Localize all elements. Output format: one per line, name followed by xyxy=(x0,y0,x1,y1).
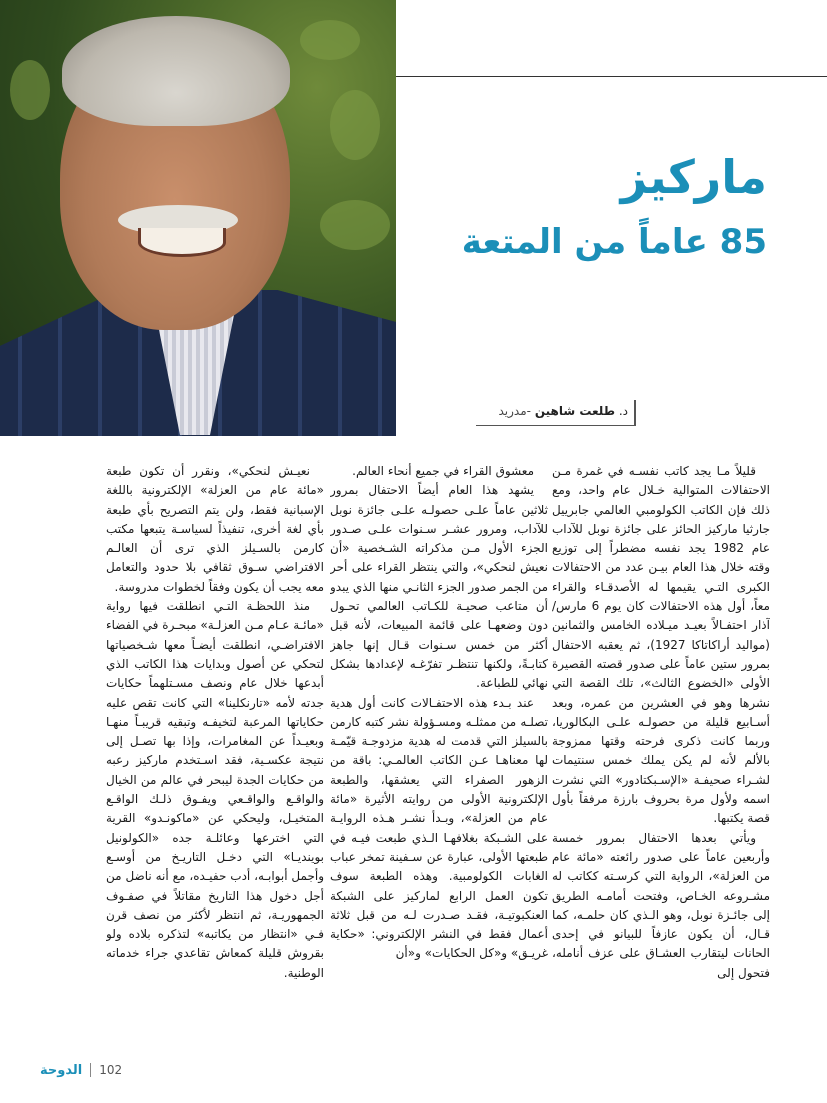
paragraph: ويأتي بعدها الاحتفال بمرور خمسة وأربعين عاماً على صدور رائعته «مائة عام من العزلة»، الرواية التي كرسـته ككاتب له مشـروعه الخـاص، وفتحت أمامـه الطريق إلى جائـزة نوبل، وهو الـذي كان حلمـه، كما قـال، أن يكون عازفاً للبيانو في إحدى الحانات ليتقارب العشـاق على عزف أنامله، فتحول إلى xyxy=(552,830,770,980)
paragraph: منذ اللحظـة التـي انطلقت فيها رواية «مائـة عـام مـن العزلـة» مبحـرة في الفضاء الافتراضـي، انطلقت أيضـاً معها شـخصياتها لتحكي عن أصول وبدايات هذا الكاتب الذي أبدعها خلال عام ونصف مسـتلهماً حكايات جدته لأمه «تارنكلينا» التي كانت تقص عليه حكاياتها المرعبة لتخيفـه وتبقيه قريبـاً منهـا وبعيـداً عن المغامرات، وإذا بها تصـل إلى نتيجة عكسـية، فقد اسـتخدم ماركيز رعبه من حكايات الجدة ليبحر في عالم من الخيال والواقـع والواقـعي ويفـوق ذلـك الواقـع المتخيـل، وليحكي عن «ماكونـدو» القرية التي اخترعها وعائلـة جده «الكولونيل بوينديـا» التي دخـل التاريـخ من أوسـع وأجمل أبوابـه، أدب حفيـده، مع أنه ناضل من أجل دخول هذا التاريخ مقاتلاً في صفـوف الجمهوريـة، ثم انتظر لأكثر من نصف قرن فـي «انتظار من يكاتبه» لتذكره بلاده ولو بقروش قليلة كمعاش تقاعدي جراء خدماته الوطنية. xyxy=(106,599,324,980)
paragraph: عند بـدء هذه الاحتفـالات كانت أول هدية تصلـه من ممثلـه ومسـؤولة نشر كتبه كارمن بالسيلز التي قدمت له هدية مزدوجـة قيّمـة لها معناهـا عـن الكاتب العالمـي: باقة من الزهور الصفراء التي يعشقها، والطبعة الإلكترونية الأولى من روايته الأثيرة «مائة عام من العزلة»، وبـدأ نشـر هـذه الروايـة على الشـبكة بغلافهـا الـذي طبعت فيـه في طبعتها الأولى، عبارة عن سـفينة تمخر عباب الغابات الكولومبية. وهذه الطبعة سوف تكون العمل الرابع لماركيز على الشبكة العنكبوتيـة، فقـد صـدرت لـه من قبل ثلاثة أعمال فقط في النشر الإلكتروني: «حكاية غريـق» و«كل الحكايات» و«أن xyxy=(330,695,548,961)
text-column-middle xyxy=(330,462,548,1042)
article-subtitle: 85 عاماً من المتعة xyxy=(461,222,767,262)
magazine-name: الدوحة xyxy=(40,1062,83,1078)
paragraph: معشوق القراء في جميع أنحاء العالم. xyxy=(352,464,534,478)
paragraph: قليلاً مـا يجد كاتب نفسـه في غمرة مـن الاحتفالات المتوالية خـلال عام واحد، ومع ذلك فإن الكاتب الكولومبي العالمي جابرييل جارثيا ماركيز الحائز على جائزة نوبل للآداب عام 1982 يجد نفسه مضطراً إلى توزيع وقته خلال هذا العام بيـن عدد من الاحتفالات الكبرى التـي يقيمها له الأصدقـاء والقراء معاً، أول هذه الاحتفالات كان يوم 6 مارس/ آذار احتفـالاً بعيـد ميـلاده الخامس والثمانين (مواليد أراكاتاكا 1927)، ثم يعقبه الاحتفال بمرور ستين عاماً على صدور قصته القصيرة الأولى «الخضوع الثالث»، تلك القصة التي نشرها وهو في العشرين من عمره، وبعد أسـابيع قليلة من حصولـه علـى البكالوريا، وربما كانت ذكرى فرحته وقتها ممزوجة بالألم لأنه لم يكن يملك خمس سنتيمات لشـراء صحيفـة «الإسـبكتادور» التي نشرت اسمه ولأول مرة بحروف بارزة مرفقاً بأول قصة يكتبها. xyxy=(552,464,770,826)
byline xyxy=(476,400,636,426)
footer-divider xyxy=(90,1063,91,1077)
text-column-left xyxy=(106,462,324,1042)
page-footer xyxy=(40,1059,122,1081)
author-city: -مدريد xyxy=(498,404,531,418)
paragraph: يشهد هذا العام أيضاً الاحتفال بمرور ثلاثين عاماً علـى حصولـه علـى جائزة نوبل للآداب، ومرور عشـر سـنوات علـى صـدور الجزء الأول مـن مذكراته الشـخصية «أن نعيش لنحكي»، والتي ينتظر القراء على أحر من الجمر صدور الجزء الثانـي منها الذي يبدو أن متاعب صحيـة للكـاتب العالمي تحـول دون وضعهـا على قائمة المبيعات، لأنه قبل أكثر من خمس سـنوات قـال إنها جاهز كتابـةً، ولكنها تنتظـر تفرّغـه لإعدادها بشكل نهائي للطباعة. xyxy=(330,483,548,691)
text-column-right xyxy=(552,462,770,1042)
hair xyxy=(62,16,290,126)
page-number: 102 xyxy=(99,1063,123,1077)
author-portrait-photo xyxy=(0,0,396,436)
article-title: ماركيز xyxy=(620,150,767,204)
paragraph: نعيـش لنحكي»، ونقرر أن تكون طبعة «مائة عام من العزلة» الإلكترونية باللغة الإسبانية فقط، ولن يتم التصريح بأي طبعة بأي لغة أخرى، تنفيذاً لسياسـة يتبعها مكتب كارمن بالسـيلز الذي ترى أن العالـم الافتراضي سـوق ثقافي بلا حدود والتعامل معه يجب أن يكون وفقاً لخطوات مدروسة. xyxy=(106,464,324,594)
smile xyxy=(138,228,226,257)
header-rule xyxy=(396,76,827,77)
author-prefix: د. xyxy=(618,404,628,418)
author-name: طلعت شاهين xyxy=(534,404,615,418)
